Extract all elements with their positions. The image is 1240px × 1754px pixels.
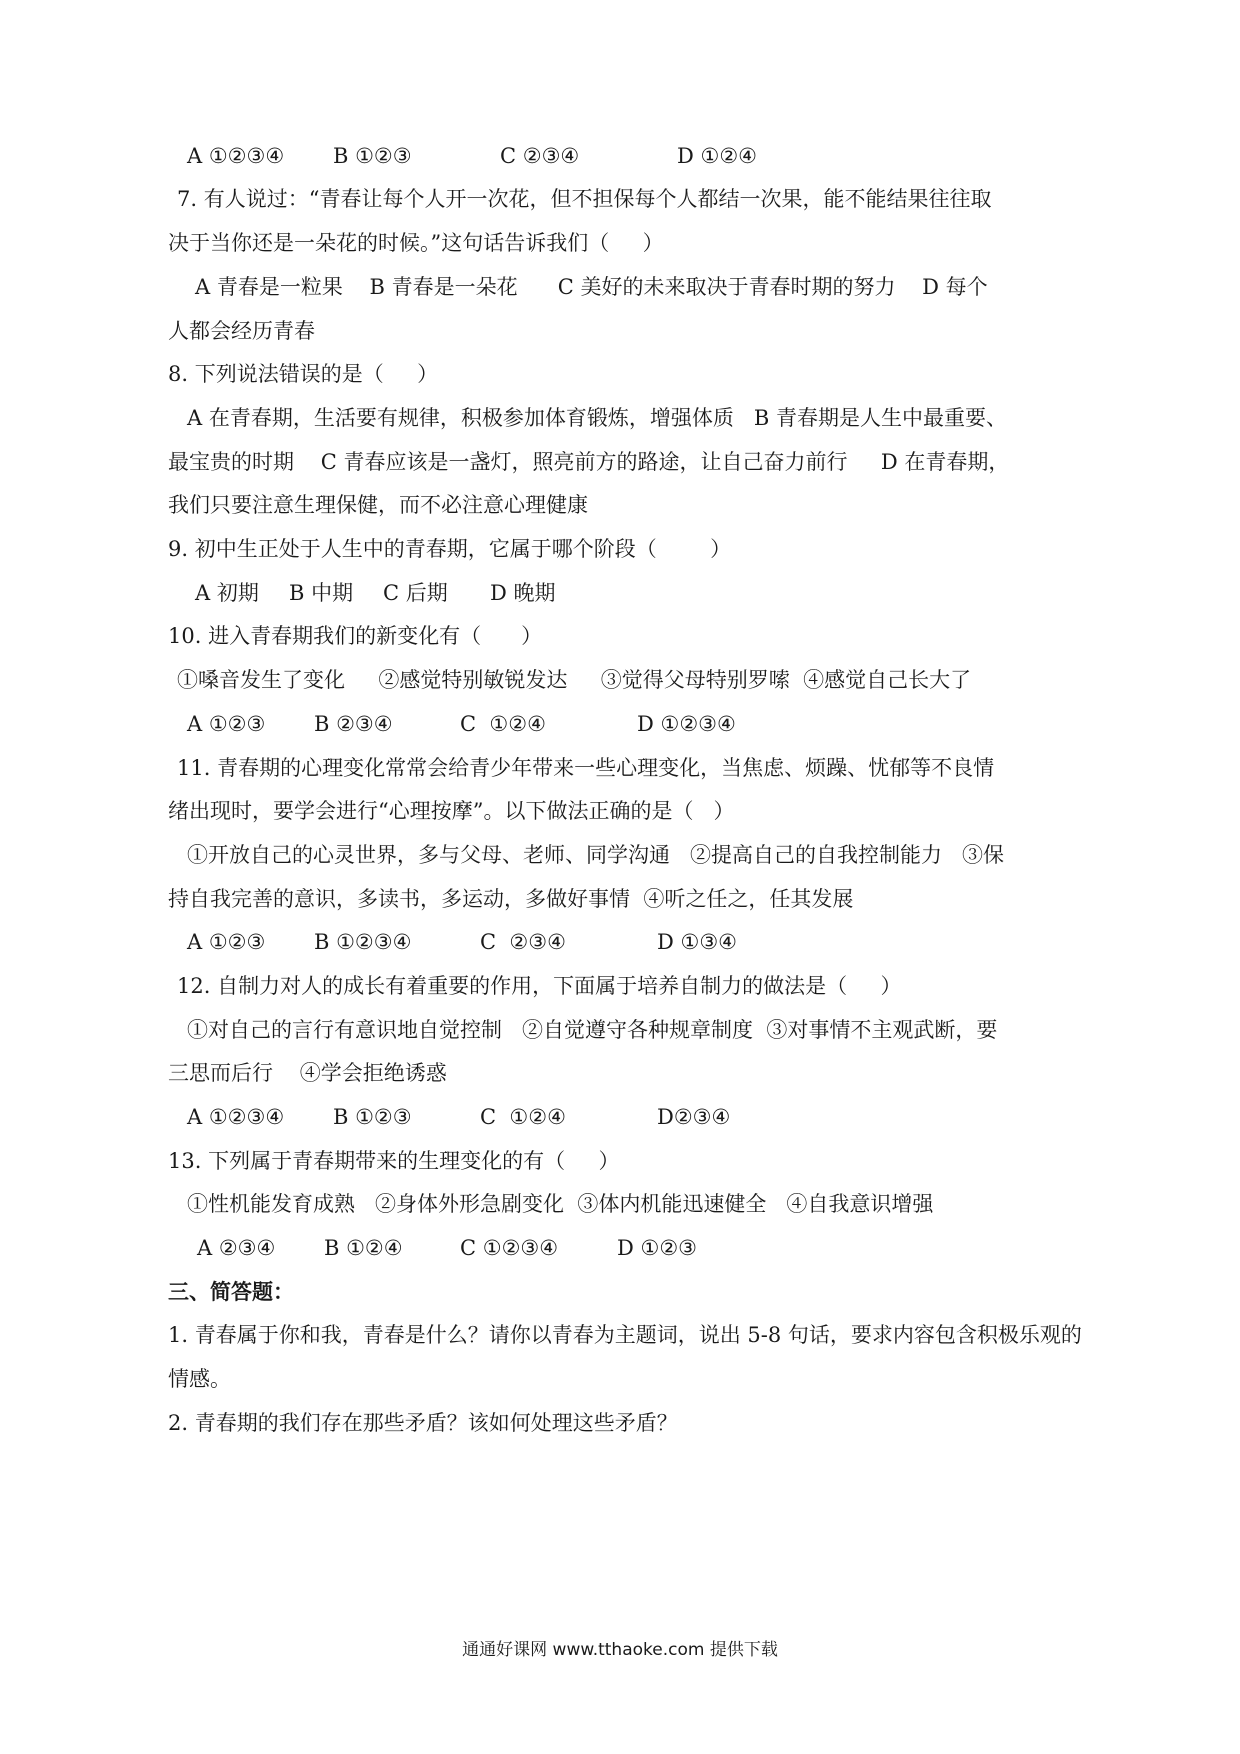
q13-stem: 13. 下列属于青春期带来的生理变化的有（ ） (168, 1149, 620, 1173)
section-heading-short-answer: 三、简答题： (168, 1279, 294, 1304)
q11-items-line1: ①开放自己的心灵世界，多与父母、老师、同学沟通 ②提高自己的自我控制能力 ③保 (187, 843, 1005, 867)
q6-option-b: B ①②③ (333, 144, 412, 168)
q12-items-line1: ①对自己的言行有意识地自觉控制 ②自觉遵守各种规章制度 ③对事情不主观武断，要 (187, 1018, 998, 1042)
q13-option-c: C ①②③④ (460, 1236, 559, 1260)
q8-options-line1: A 在青春期，生活要有规律，积极参加体育锻炼，增强体质 B 青春期是人生中最重要、 (187, 406, 1007, 430)
q8-options-line2: 最宝贵的时期 C 青春应该是一盏灯，照亮前方的路途，让自己奋力前行 D 在青春期， (168, 450, 1010, 474)
q12-option-c: C ①②④ (480, 1105, 566, 1129)
q12-option-a: A ①②③④ (187, 1105, 285, 1129)
q13-items: ①性机能发育成熟 ②身体外形急剧变化 ③体内机能迅速健全 ④自我意识增强 (187, 1192, 934, 1216)
q7-options: A 青春是一粒果 B 青春是一朵花 C 美好的未来取决于青春时期的努力 D 每个 (195, 275, 988, 299)
q10-option-d: D ①②③④ (637, 712, 736, 736)
q10-option-b: B ②③④ (314, 712, 393, 736)
q13-option-a: A ②③④ (197, 1236, 276, 1260)
q13-option-d: D ①②③ (617, 1236, 697, 1260)
q6-option-d: D ①②④ (677, 144, 757, 168)
q11-option-b: B ①②③④ (314, 930, 412, 954)
q11-items-line2: 持自我完善的意识，多读书，多运动，多做好事情 ④听之任之，任其发展 (168, 887, 854, 911)
q13-option-b: B ①②④ (324, 1236, 403, 1260)
short-answer-q2: 2. 青春期的我们存在那些矛盾？该如何处理这些矛盾？ (168, 1411, 678, 1435)
q6-option-c: C ②③④ (500, 144, 580, 168)
q10-option-a: A ①②③ (187, 712, 266, 736)
q12-items-line2: 三思而后行 ④学会拒绝诱惑 (168, 1061, 447, 1085)
q10-stem: 10. 进入青春期我们的新变化有（ ） (168, 624, 543, 648)
q11-stem-line2: 绪出现时，要学会进行“心理按摩”。以下做法正确的是（ ） (168, 799, 735, 823)
q9-stem: 9. 初中生正处于人生中的青春期，它属于哪个阶段（ ） (168, 537, 732, 561)
q11-option-a: A ①②③ (187, 930, 266, 954)
q12-option-d: D②③④ (657, 1105, 731, 1129)
q9-option-a: A 初期 (195, 581, 259, 605)
q7-stem-line1: 7. 有人说过：“青春让每个人开一次花，但不担保每个人都结一次果，能不能结果往往取 (177, 187, 992, 211)
q8-options-line3: 我们只要注意生理保健，而不必注意心理健康 (168, 493, 588, 517)
q11-stem-line1: 11. 青春期的心理变化常常会给青少年带来一些心理变化，当焦虑、烦躁、忧郁等不良情 (177, 756, 995, 780)
q11-option-d: D ①③④ (657, 930, 737, 954)
short-answer-q1-line2: 情感。 (168, 1367, 231, 1391)
q9-option-b: B 中期 (289, 581, 354, 605)
q9-option-c: C 后期 (383, 581, 448, 605)
page-footer: 通通好课网 www.tthaoke.com 提供下载 (462, 1640, 778, 1660)
q7-stem-line2: 决于当你还是一朵花的时候。”这句话告诉我们（ ） (168, 231, 664, 255)
q7-options-line2: 人都会经历青春 (168, 319, 315, 343)
q12-stem: 12. 自制力对人的成长有着重要的作用，下面属于培养自制力的做法是（ ） (177, 974, 902, 998)
q11-option-c: C ②③④ (480, 930, 566, 954)
q9-option-d: D 晚期 (490, 581, 556, 605)
short-answer-q1-line1: 1. 青春属于你和我，青春是什么？请你以青春为主题词，说出 5-8 句话，要求内容包含积极乐观的 (168, 1323, 1082, 1347)
q6-option-a: A ①②③④ (187, 144, 285, 168)
q8-stem: 8. 下列说法错误的是（ ） (168, 362, 439, 386)
q10-items: ①嗓音发生了变化 ②感觉特别敏锐发达 ③觉得父母特别罗嗦 ④感觉自己长大了 (177, 668, 972, 692)
q12-option-b: B ①②③ (333, 1105, 412, 1129)
q10-option-c: C ①②④ (460, 712, 546, 736)
